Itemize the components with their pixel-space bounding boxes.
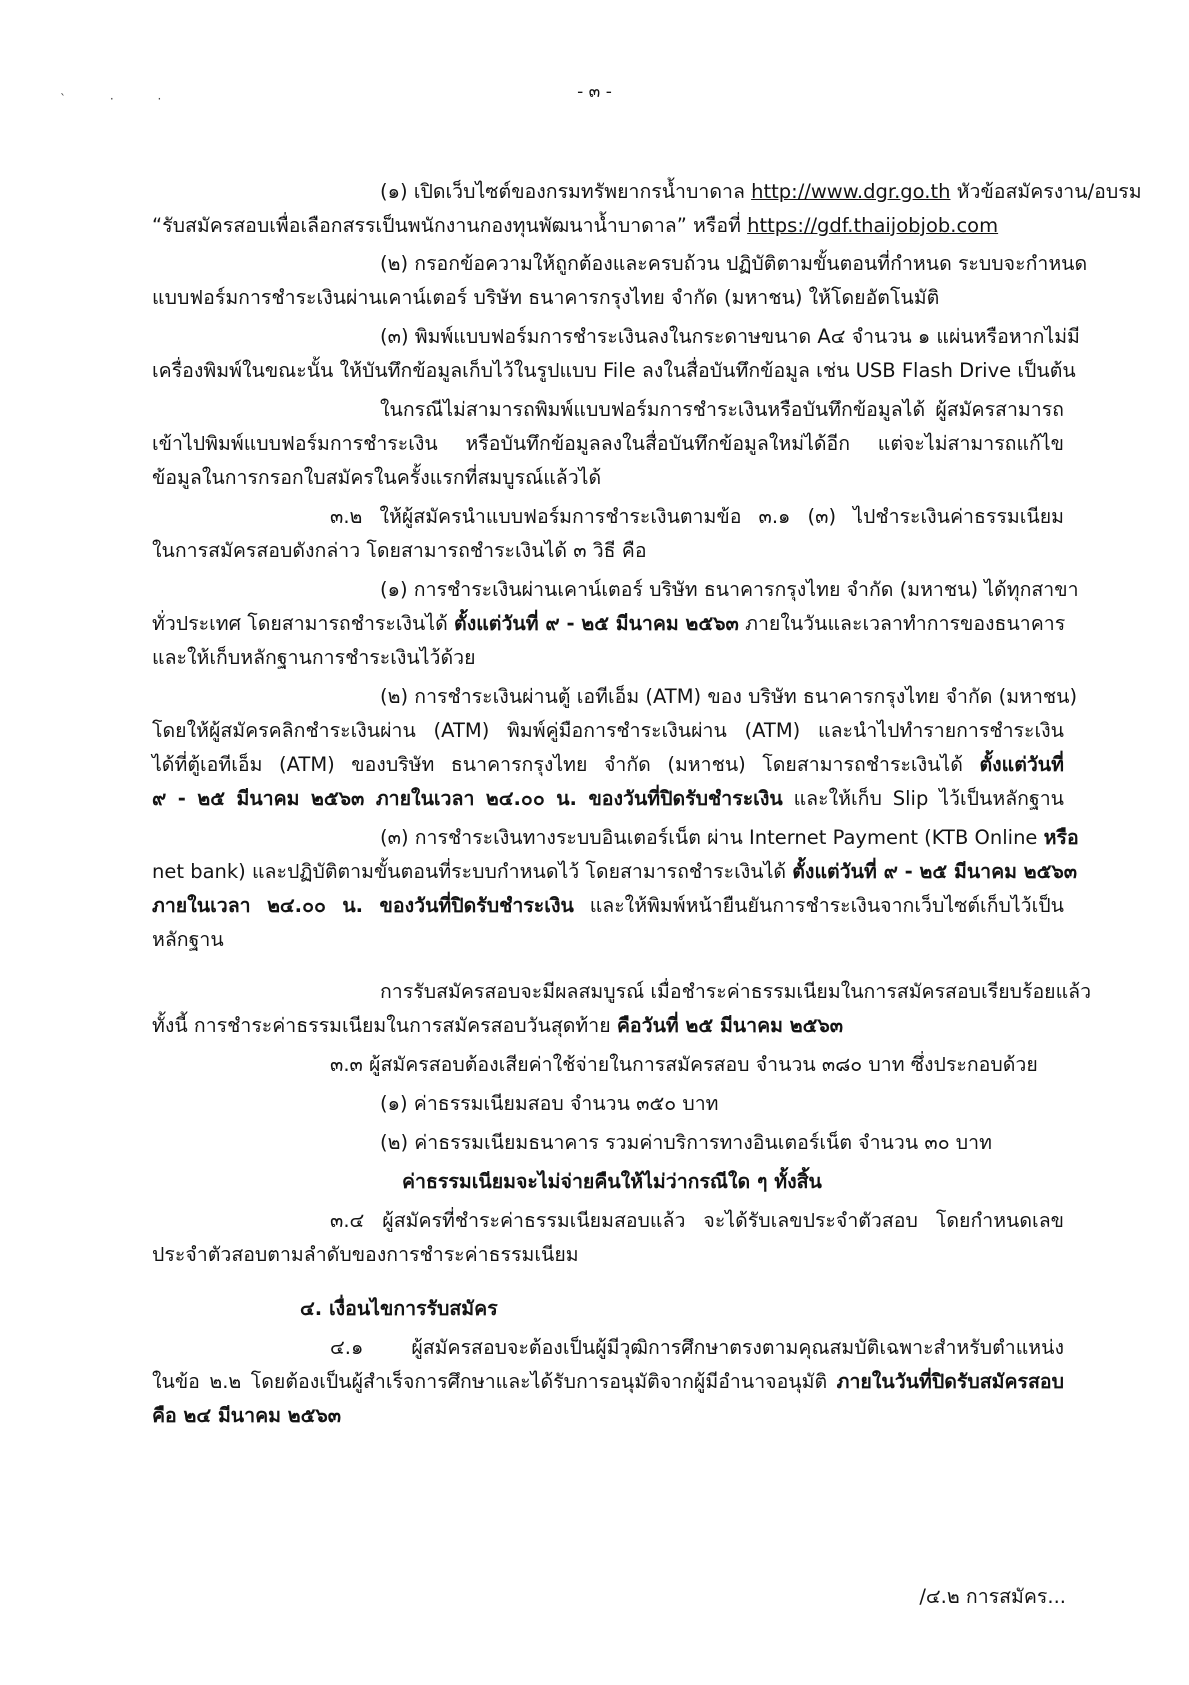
paragraph-line	[152, 1399, 1064, 1433]
paragraph-line	[152, 855, 1078, 889]
paragraph-line	[380, 821, 1079, 855]
bold-text: ตั้งแต่วันที่ ๙ - ๒๕ มีนาคม ๒๕๖๓	[792, 860, 1078, 883]
paragraph-line	[152, 607, 1064, 641]
bold-text: ตั้งแต่วันที่	[979, 753, 1064, 776]
bold-text: คือ ๒๔ มีนาคม ๒๕๖๓	[152, 1404, 342, 1427]
bold-text: คือวันที่ ๒๕ มีนาคม ๒๕๖๓	[616, 1014, 844, 1037]
text: ได้ที่ตู้เอทีเอ็ม (ATM) ของบริษัท ธนาคารกรุงไทย จำกัด (มหาชน) โดยสามารถชำระเงินได้	[152, 753, 980, 776]
continuation-note: /๔.๒ การสมัคร...	[919, 1585, 1066, 1608]
paragraph-line: หลักฐาน	[152, 928, 224, 951]
paragraph-line: ประจำตัวสอบตามลำดับของการชำระค่าธรรมเนียม	[152, 1243, 579, 1266]
website-link[interactable]: http://www.dgr.go.th	[751, 180, 951, 203]
text: ภายในวันและเวลาทำการของธนาคาร	[738, 612, 1066, 635]
paragraph-line: (๑) การชำระเงินผ่านเคาน์เตอร์ บริษัท ธนาคารกรุงไทย จำกัด (มหาชน) ได้ทุกสาขา	[380, 578, 1079, 601]
bold-text: ๙ - ๒๕ มีนาคม ๒๕๖๓ ภายในเวลา ๒๔.๐๐ น. ของวันที่ปิดรับชำระเงิน	[152, 787, 783, 810]
paragraph-line: การรับสมัครสอบจะมีผลสมบูรณ์ เมื่อชำระค่าธรรมเนียมในการสมัครสอบเรียบร้อยแล้ว	[380, 980, 1092, 1003]
paragraph-line	[152, 1009, 1064, 1043]
paragraph-line	[152, 748, 1064, 782]
paragraph-line	[152, 209, 1064, 243]
text: และให้เก็บ Slip ไว้เป็นหลักฐาน	[782, 787, 1065, 810]
paragraph-line	[152, 1365, 1064, 1399]
paragraph-line: ข้อมูลในการกรอกใบสมัครในครั้งแรกที่สมบูรณ์แล้วได้	[152, 466, 602, 489]
paragraph-line: แบบฟอร์มการชำระเงินผ่านเคาน์เตอร์ บริษัท ธนาคารกรุงไทย จำกัด (มหาชน) ให้โดยอัตโนมัติ	[152, 286, 940, 309]
paragraph-line: ๓.๒ ให้ผู้สมัครนำแบบฟอร์มการชำระเงินตามข้อ ๓.๑ (๓) ไปชำระเงินค่าธรรมเนียม	[330, 505, 1064, 528]
paragraph-line: ๔.๑ ผู้สมัครสอบจะต้องเป็นผู้มีวุฒิการศึกษาตรงตามคุณสมบัติเฉพาะสำหรับตำแหน่ง	[330, 1336, 1064, 1359]
paragraph-line: ในการสมัครสอบดังกล่าว โดยสามารถชำระเงินได้ ๓ วิธี คือ	[152, 539, 647, 562]
text: ทั้งนี้ การชำระค่าธรรมเนียมในการสมัครสอบวันสุดท้าย	[152, 1014, 617, 1037]
page-number: - ๓ -	[577, 82, 612, 102]
paragraph-line: และให้เก็บหลักฐานการชำระเงินไว้ด้วย	[152, 646, 476, 669]
bold-text: ค่าธรรมเนียมจะไม่จ่ายคืนให้ไม่ว่ากรณีใด ๆ ทั้งสิ้น	[402, 1170, 822, 1193]
section-heading	[300, 1292, 1064, 1326]
paragraph-line: (๒) การชำระเงินผ่านตู้ เอทีเอ็ม (ATM) ของ บริษัท ธนาคารกรุงไทย จำกัด (มหาชน)	[380, 685, 1078, 708]
text: และให้พิมพ์หน้ายืนยันการชำระเงินจากเว็บไซต์เก็บไว้เป็น	[573, 894, 1065, 917]
paragraph-line: เครื่องพิมพ์ในขณะนั้น ให้บันทึกข้อมูลเก็บไว้ในรูปแบบ File ลงในสื่อบันทึกข้อมูล เช่น USB Flash Drive เป็นต้น	[152, 359, 1076, 382]
paragraph-line: ๓.๔ ผู้สมัครที่ชำระค่าธรรมเนียมสอบแล้ว จะได้รับเลขประจำตัวสอบ โดยกำหนดเลข	[330, 1209, 1064, 1232]
text: ทั่วประเทศ โดยสามารถชำระเงินได้	[152, 612, 455, 635]
paragraph-line: ๓.๓ ผู้สมัครสอบต้องเสียค่าใช้จ่ายในการสมัครสอบ จำนวน ๓๘๐ บาท ซึ่งประกอบด้วย	[330, 1053, 1038, 1076]
paragraph-line: ในกรณีไม่สามารถพิมพ์แบบฟอร์มการชำระเงินหรือบันทึกข้อมูลได้ ผู้สมัครสามารถ	[380, 398, 1064, 421]
paragraph-line: (๒) กรอกข้อความให้ถูกต้องและครบถ้วน ปฏิบัติตามขั้นตอนที่กำหนด ระบบจะกำหนด	[380, 252, 1088, 275]
text: (๑) เปิดเว็บไซต์ของกรมทรัพยากรน้ำบาดาล	[380, 180, 752, 203]
text: (๓) การชำระเงินทางระบบอินเตอร์เน็ต ผ่าน Internet Payment (KTB Online	[380, 826, 1044, 849]
text: net bank) และปฏิบัติตามขั้นตอนที่ระบบกำหนดไว้ โดยสามารถชำระเงินได้	[152, 860, 793, 883]
text: “รับสมัครสอบเพื่อเลือกสรรเป็นพนักงานกองทุนพัฒนาน้ำบาดาล” หรือที่	[152, 214, 748, 237]
paragraph-line	[152, 782, 1064, 816]
paragraph-line: เข้าไปพิมพ์แบบฟอร์มการชำระเงิน หรือบันทึกข้อมูลลงในสื่อบันทึกข้อมูลใหม่ได้อีก แต่จะไม่สามารถแก้ไข	[152, 432, 1064, 455]
bold-text: หรือ	[1043, 826, 1079, 849]
scan-specks: ` · ·	[60, 92, 182, 106]
paragraph-line: โดยให้ผู้สมัครคลิกชำระเงินผ่าน (ATM) พิมพ์คู่มือการชำระเงินผ่าน (ATM) และนำไปทำรายการชำระเงิน	[152, 719, 1064, 742]
text: ในข้อ ๒.๒ โดยต้องเป็นผู้สำเร็จการศึกษาและได้รับการอนุมัติจากผู้มีอำนาจอนุมัติ	[152, 1370, 837, 1393]
bold-text: ภายในวันที่ปิดรับสมัครสอบ	[836, 1370, 1064, 1393]
bold-text: ๔. เงื่อนไขการรับสมัคร	[300, 1297, 498, 1320]
paragraph-line: (๒) ค่าธรรมเนียมธนาคาร รวมค่าบริการทางอินเตอร์เน็ต จำนวน ๓๐ บาท	[380, 1131, 992, 1154]
bold-text: ตั้งแต่วันที่ ๙ - ๒๕ มีนาคม ๒๕๖๓	[454, 612, 739, 635]
bold-text: ภายในเวลา ๒๔.๐๐ น. ของวันที่ปิดรับชำระเงิน	[152, 894, 574, 917]
text: หัวข้อสมัครงาน/อบรม	[950, 180, 1142, 203]
paragraph-line	[402, 1165, 1086, 1199]
paragraph-line	[380, 175, 1142, 209]
paragraph-line: (๑) ค่าธรรมเนียมสอบ จำนวน ๓๕๐ บาท	[380, 1092, 719, 1115]
paragraph-line: (๓) พิมพ์แบบฟอร์มการชำระเงินลงในกระดาษขนาด A๔ จำนวน ๑ แผ่นหรือหากไม่มี	[380, 325, 1080, 348]
website-link[interactable]: https://gdf.thaijobjob.com	[747, 214, 999, 237]
paragraph-line	[152, 889, 1064, 923]
